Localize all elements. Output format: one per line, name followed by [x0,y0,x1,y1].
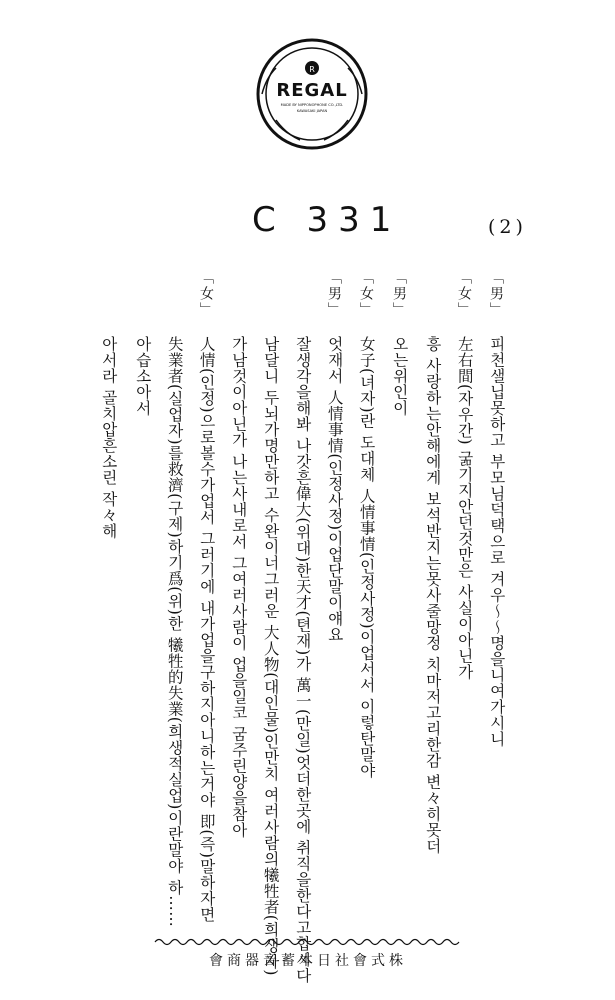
dialogue-line: 잘생각을해봐 나갓흔偉大(위대)한天才(텬재)가 萬一(만일)엇더한곳에 취직을한다고합시다 [293,336,312,984]
dialogue-column [254,270,286,976]
dialogue-line: 失業者(실업자)를救濟(구제)하기爲(위)한 犧牲的失業(희생적실업)이란말야 하…… [165,336,184,928]
dialogue-line: 엇재서 人情事情(인정사정)이업단말이얘요 [325,336,344,643]
dialogue-line: 흥 사랑하는안해에게 보석반지는못사줄망정 치마저고리한감 변々히못더 [423,336,442,854]
wavy-divider [155,937,461,947]
dialogue-line: 女子(녀자)란 도대체 人情事情(인정사정)이업서서 이렇탄말야 [357,336,376,779]
dialogue-line: 오는위인이 [390,336,409,416]
dialogue-line: 아서라 골치압흔소린 작々해 [99,336,118,539]
dialogue-line: 人情(인정)으로볼수가업서 그러기에 내가업을구하지아니하는거야 即(즉)말하자면 [197,336,216,923]
dialogue-column [286,270,318,984]
speaker-label: 「女」 [358,270,374,318]
dialogue-line: 아습소아서 [133,336,152,416]
catalog-number: C 331 [252,200,402,240]
speaker-label: 「女」 [456,270,472,318]
dialogue-column [350,270,382,930]
page-number: (2) [488,216,527,238]
company-footer: 株式會社日本蓄音器商會 [209,953,407,969]
brand-name: REGAL [276,80,348,101]
dialogue-line: 피천샐닙못하고 부모님덕택으로 겨우〜〜명을니여가시니 [487,336,506,747]
origin-line: KAWASAKI JAPAN [296,109,328,113]
dialogue-column [190,270,222,930]
dialogue-line: 남달니 두뇌가명만하고 수완이너그러운 大人物(대인물)인만치 여러사람의犧牲者(희생자) [261,336,280,976]
svg-text:R: R [309,65,315,74]
dialogue-column [92,270,124,930]
speaker-label: 「男」 [488,270,504,318]
dialogue-column [126,270,158,930]
speaker-label: 「男」 [391,270,407,318]
dialogue-line: 가남것이아닌가 나는사내로서 그여러사람이 업을일코 굼주린양을참아 [229,336,248,838]
maker-line: MADE BY NIPPONOPHONE CO.,LTD. [280,103,344,107]
regal-label-logo [256,38,368,150]
dialogue-column [480,270,512,930]
speaker-label: 「男」 [326,270,342,318]
dialogue-column [383,270,415,930]
dialogue-column [416,270,448,930]
dialogue-column [222,270,254,930]
dialogue-column [158,270,190,930]
dialogue-column [318,270,350,930]
dialogue-line: 左右間(자우간) 굶기지안던것만은 사실이아닌가 [455,336,474,680]
dialogue-column [448,270,480,930]
speaker-label: 「女」 [198,270,214,318]
